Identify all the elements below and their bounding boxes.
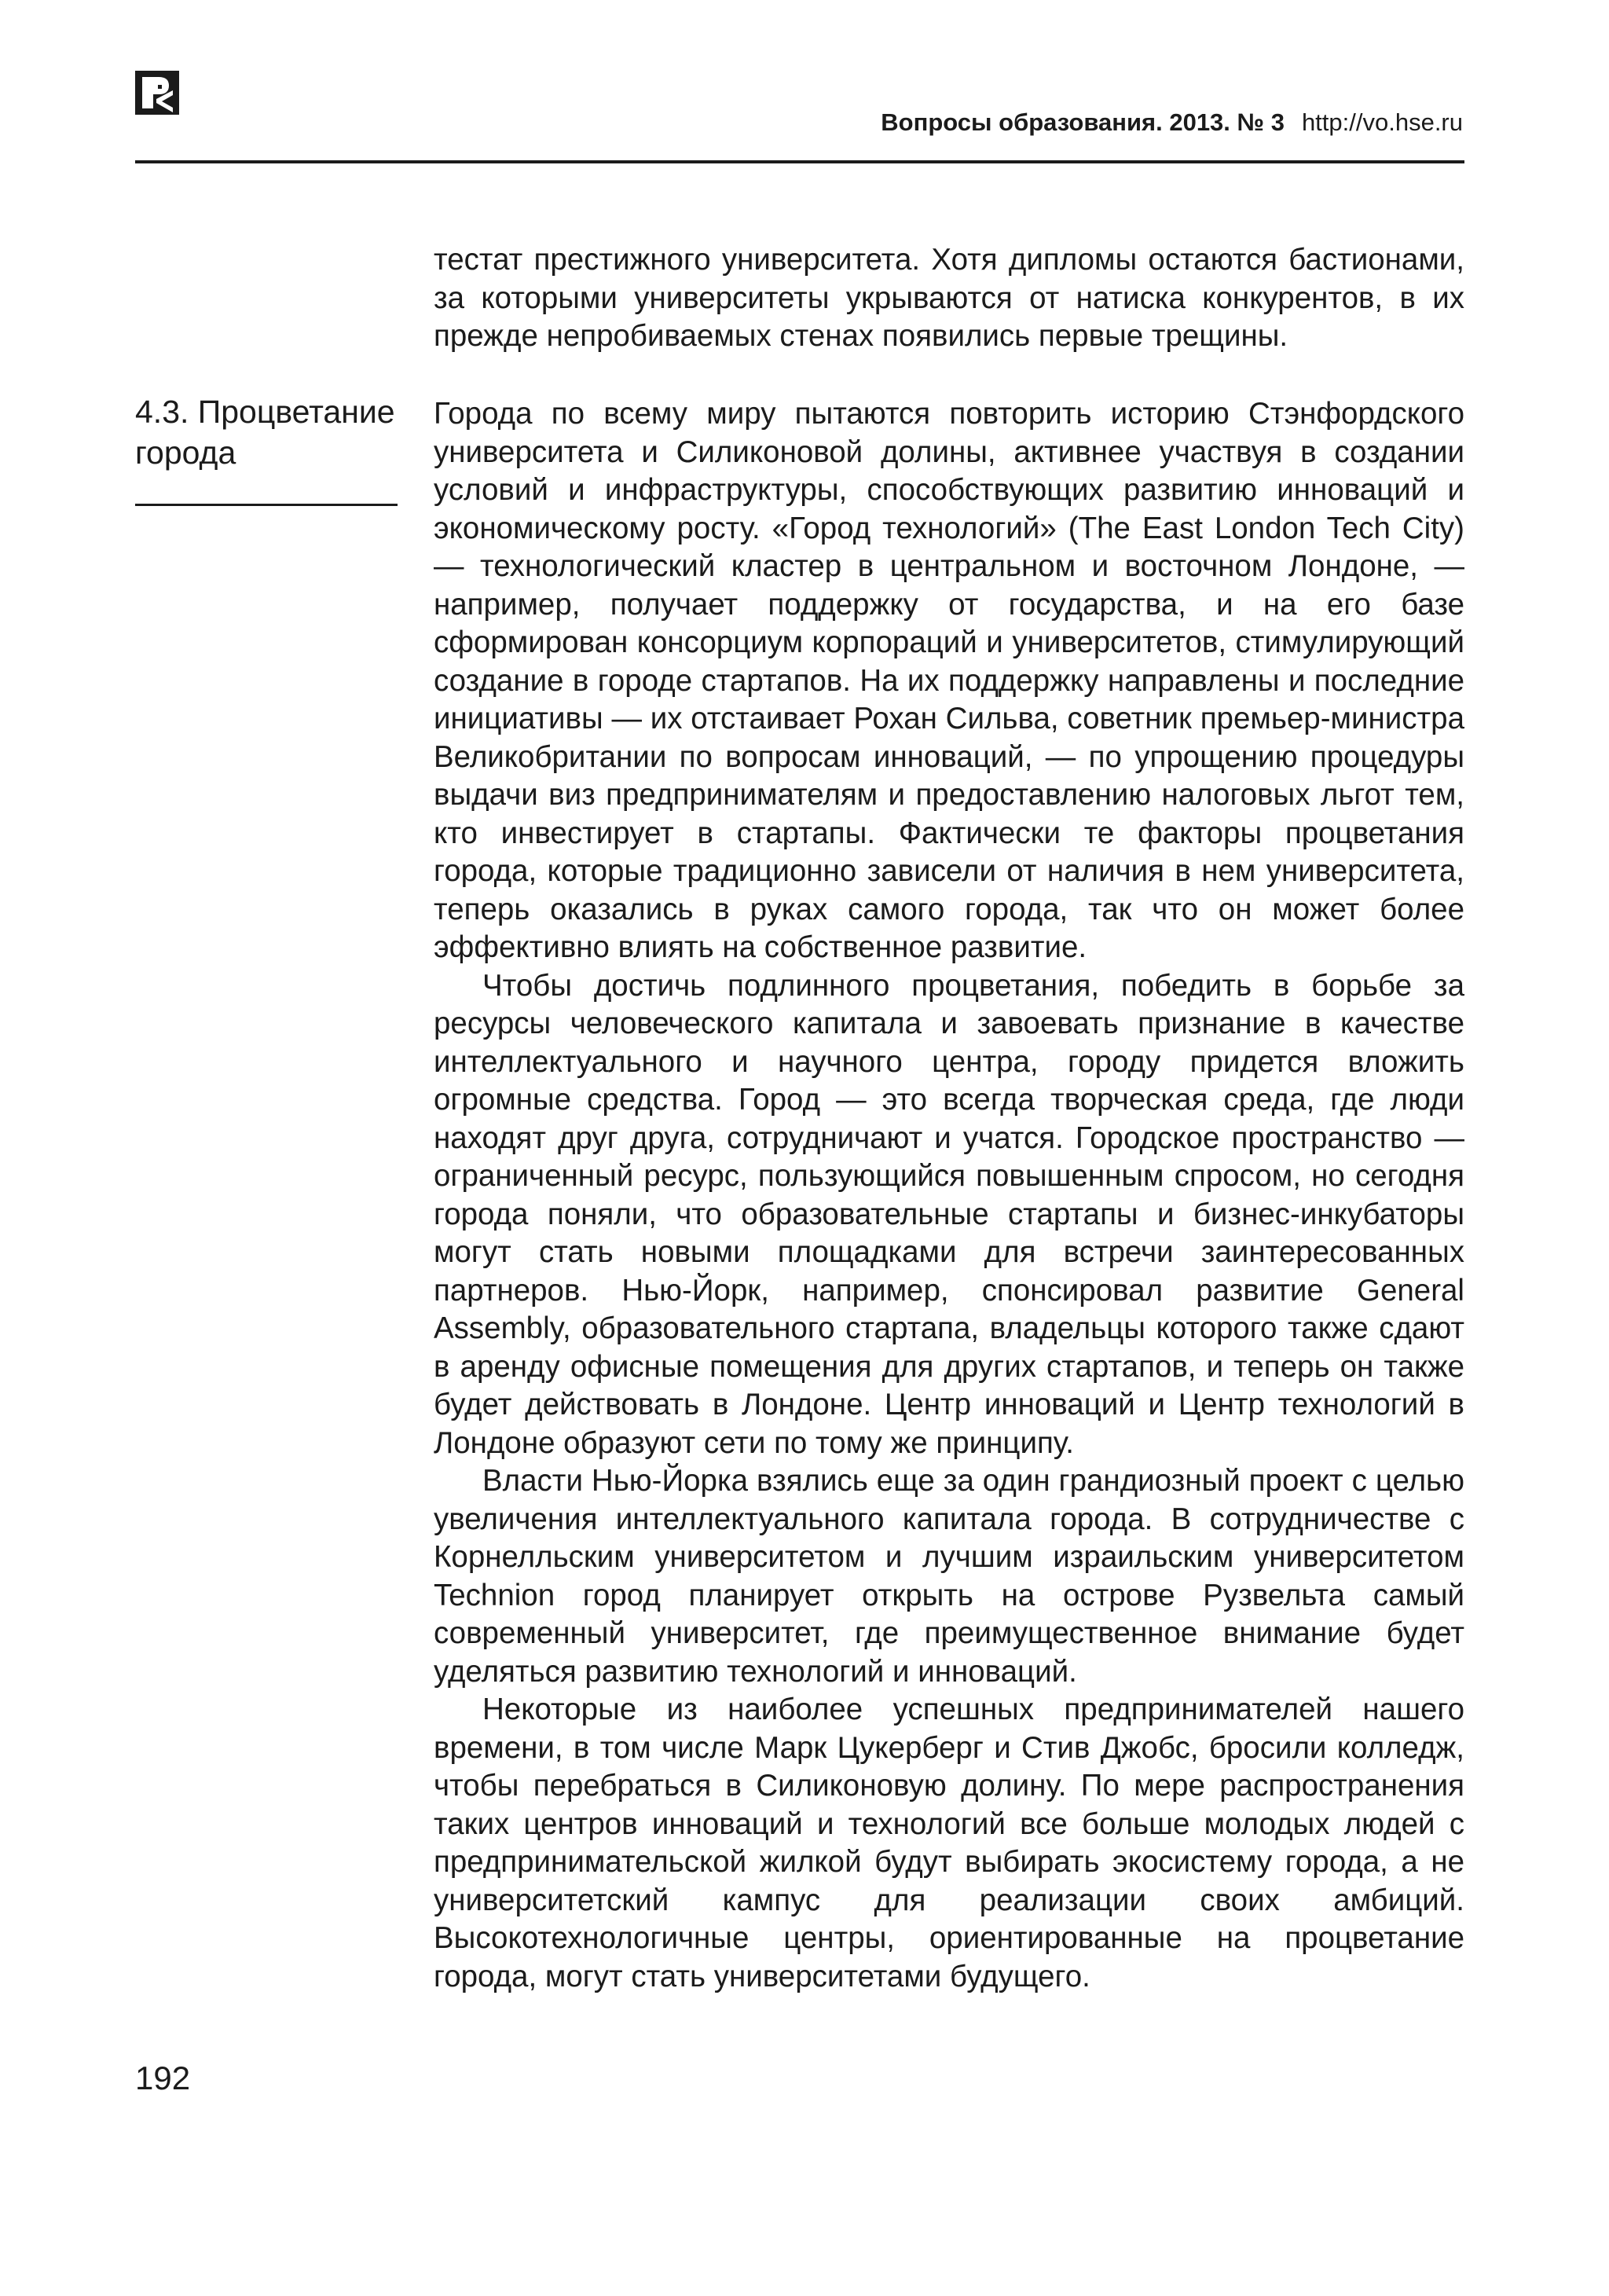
section-paragraph-1: Города по всему миру пытаются повторить историю Стэнфордского университета и Силиконовой долины, активнее участвуя в создании условий и инфраструктуры, способствующих развитию инноваций и экономическому росту. «Город технологий» (The East London Tech City) — технологический кластер в центральном и восточном Лондоне, — например, получает поддержку от государства, и на его базе сформирован консорциум корпораций и университетов, стимулирующий создание в городе стартапов. На их поддержку направлены и последние инициативы — их отстаивает Рохан Сильва, советник премьер-министра Великобритании по вопросам инноваций, — по упрощению процедуры выдачи виз предпринимателям и предоставлению налоговых льгот тем, кто инвестирует в стартапы. Фактически те факторы процветания города, которые традиционно зависели от наличия в нем университета, теперь оказались в руках самого города, так что он может более эффективно влиять на собственное развитие.: [434, 397, 1464, 964]
continued-paragraph: [434, 241, 1464, 356]
section-paragraph-3: Власти Нью-Йорка взялись еще за один грандиозный проект с целью увеличения интеллектуального капитала города. В сотрудничестве с Корнелльским университетом и лучшим израильским университетом Technion город планирует открыть на острове Рузвельта самый современный университет, где преимущественное внимание будет уделяться развитию технологий и инноваций.: [434, 1464, 1464, 1689]
journal-title: Вопросы образования. 2013. № 3: [881, 108, 1285, 136]
header-divider: [135, 160, 1464, 163]
section-heading: 4.3. Процветание города: [135, 394, 395, 471]
section-paragraph-4: Некоторые из наиболее успешных предпринимателей нашего времени, в том числе Марк Цукерберг и Стив Джобс, бросили колледж, чтобы перебраться в Силиконовую долину. По мере распространения таких центров инноваций и технологий все больше молодых людей с предпринимательской жилкой будут выбирать экосистему города, а не университетский кампус для реализации своих амбиций. Высокотехнологичные центры, ориентированные на процветание города, могут стать университетами будущего.: [434, 1693, 1464, 1993]
page-number: 192: [135, 2059, 191, 2096]
section-body: [434, 395, 1464, 1996]
lead-paragraph: тестат престижного университета. Хотя дипломы остаются бастионами, за которыми университеты укрываются от натиска конкурентов, в их прежде непробиваемых стенах появились первые трещины.: [434, 243, 1464, 353]
journal-url[interactable]: http://vo.hse.ru: [1301, 108, 1463, 136]
section-paragraph-2: Чтобы достичь подлинного процветания, победить в борьбе за ресурсы человеческого капитала и завоевать признание в качестве интеллектуального и научного центра, городу придется вложить огромные средства. Город — это всегда творческая среда, где люди находят друг друга, сотрудничают и учатся. Городское пространство — ограниченный ресурс, пользующийся повышенным спросом, но сегодня города поняли, что образовательные стартапы и бизнес-инкубаторы могут стать новыми площадками для встречи заинтересованных партнеров. Нью-Йорк, например, спонсировал развитие General Assembly, образовательного стартапа, владельцы которого также сдают в аренду офисные помещения для других стартапов, и теперь он также будет действовать в Лондоне. Центр инноваций и Центр технологий в Лондоне образуют сети по тому же принципу.: [434, 968, 1464, 1460]
section-heading-underline: [135, 504, 398, 506]
running-header: [135, 108, 1463, 137]
